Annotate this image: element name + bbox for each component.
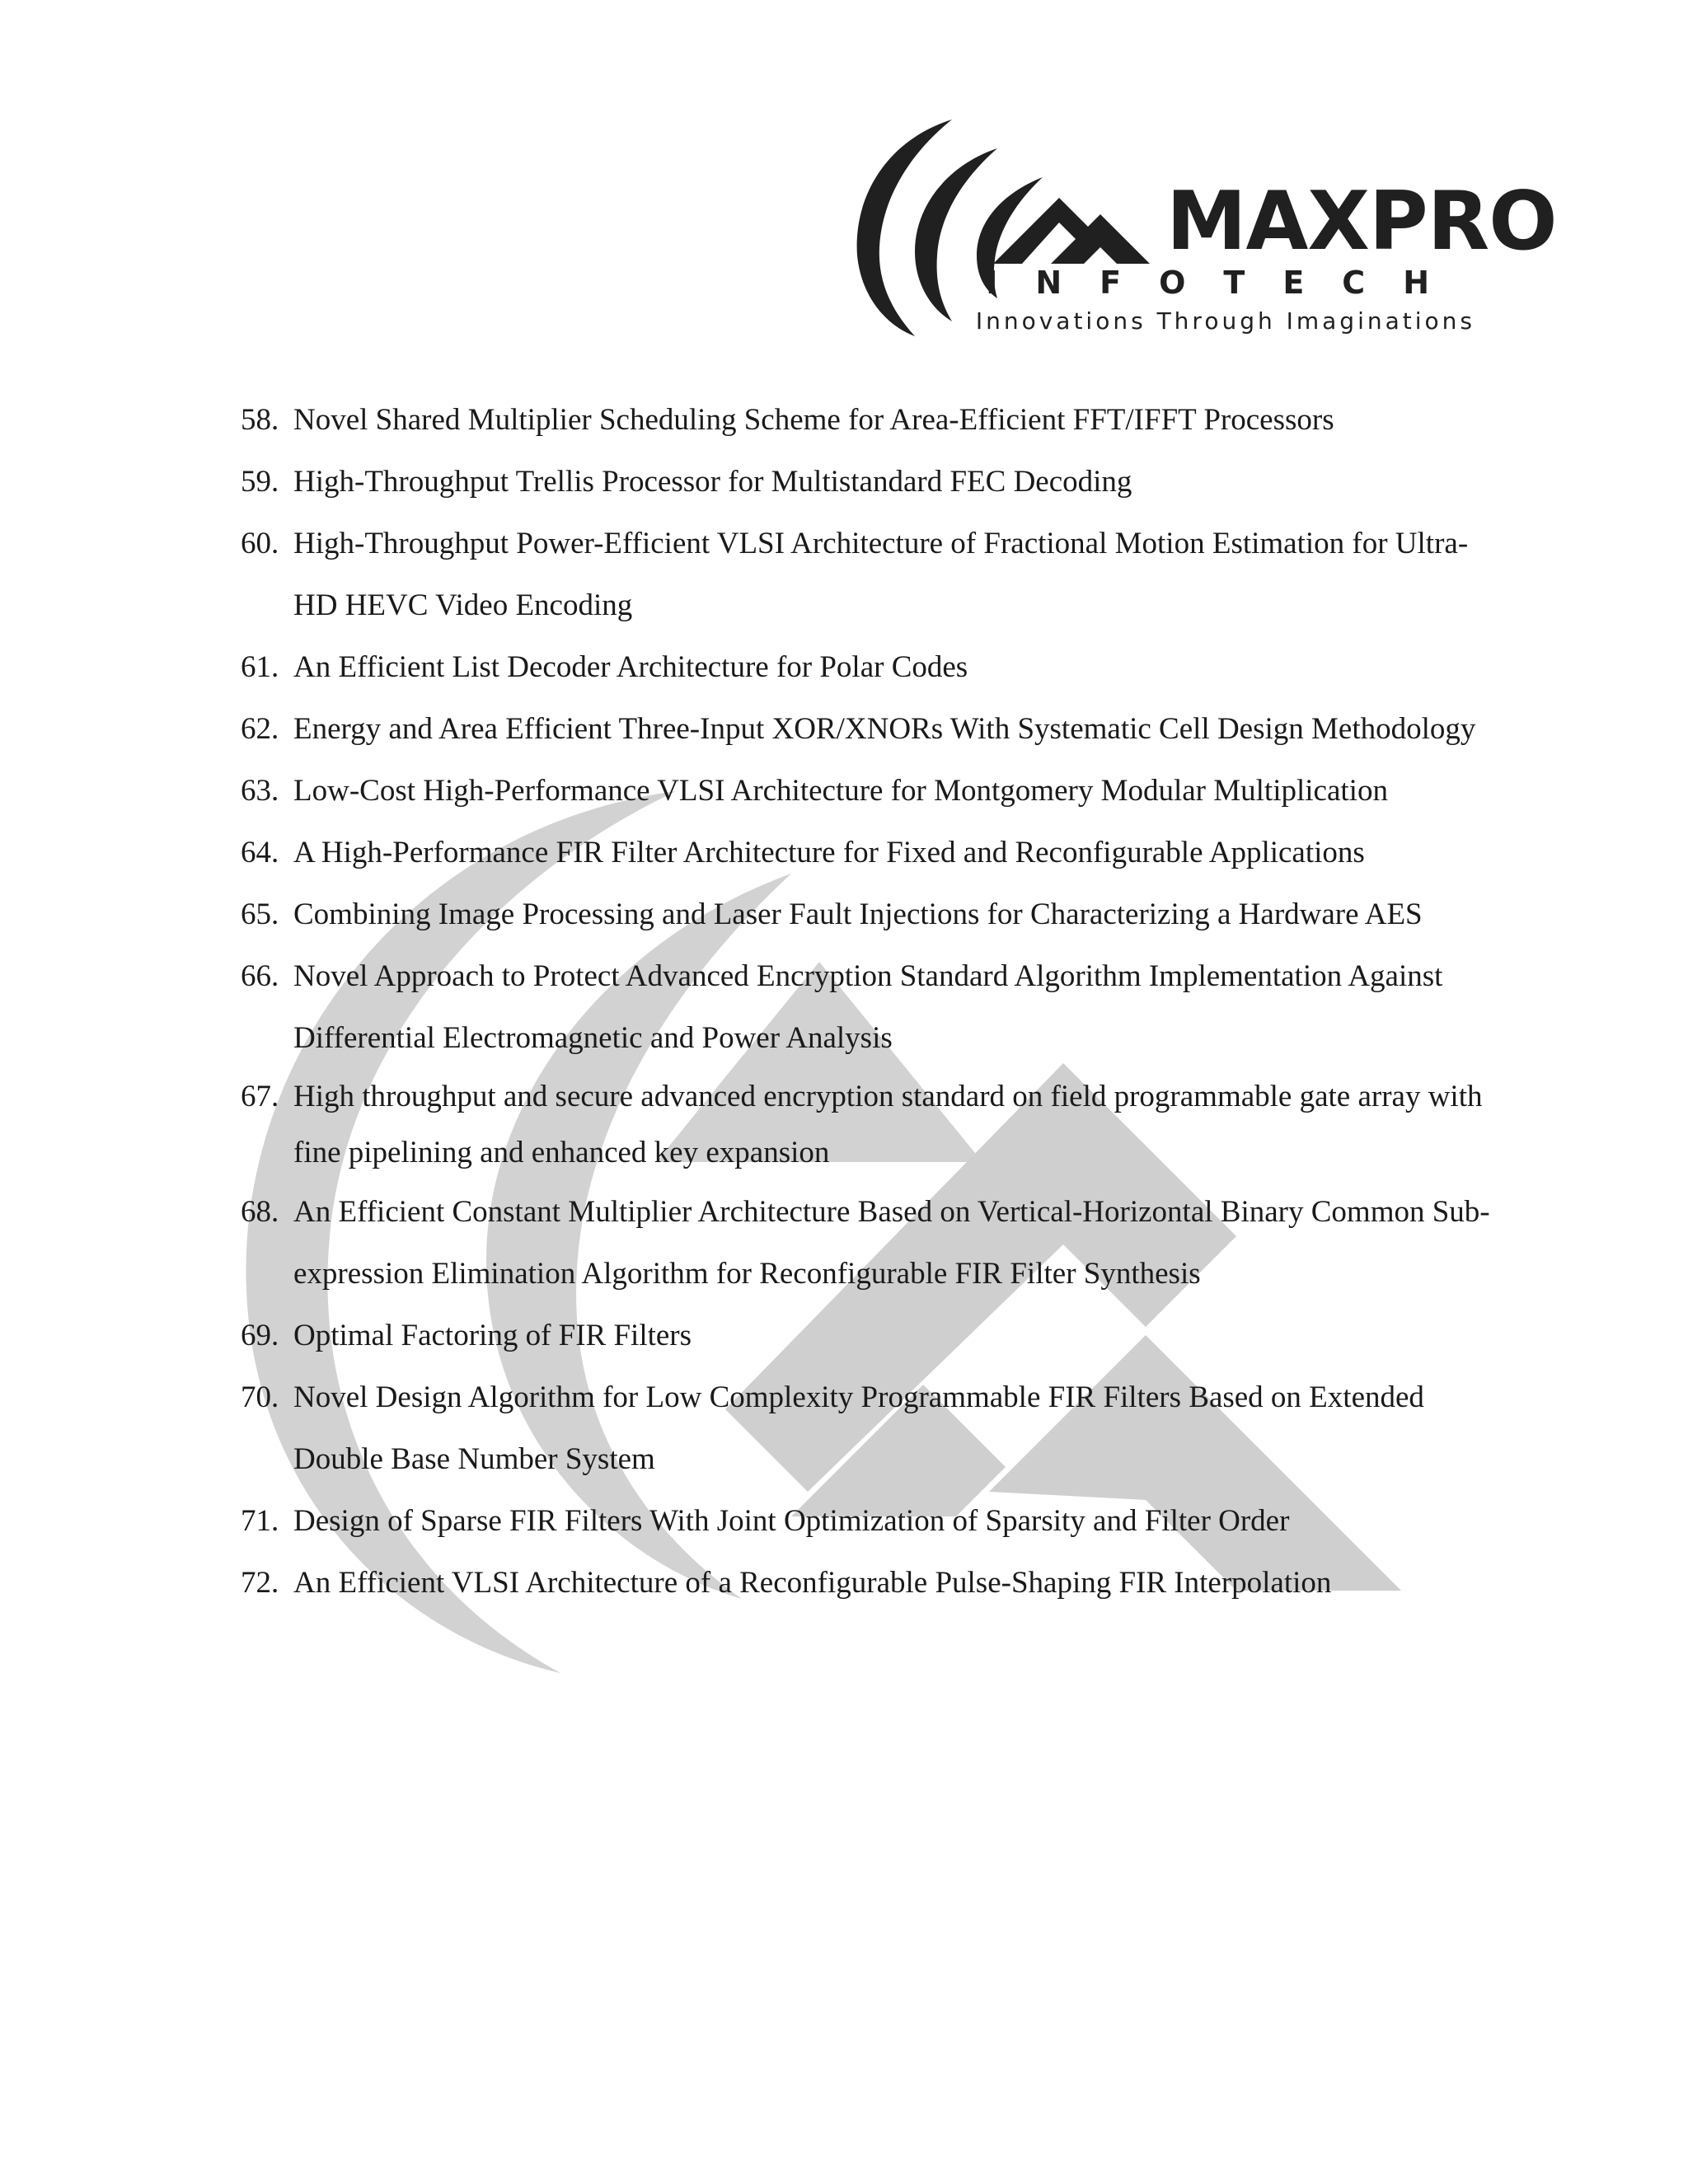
item-number: 69. (241, 1319, 279, 1352)
item-title: Novel Design Algorithm for Low Complexity Programmable FIR Filters Based on Extended Double Base Number System (293, 1380, 1424, 1476)
item-number: 62. (241, 712, 279, 746)
item-title: A High-Performance FIR Filter Architecture for Fixed and Reconfigurable Applications (293, 836, 1365, 869)
list-item (241, 1366, 1493, 1490)
logo-tagline: Innovations Through Imaginations (975, 307, 1475, 335)
list-item (241, 698, 1493, 760)
project-list (241, 389, 1493, 1614)
item-title: High-Throughput Power-Efficient VLSI Architecture of Fractional Motion Estimation for Ultra-HD HEVC Video Encoding (293, 527, 1469, 622)
item-title: High-Throughput Trellis Processor for Multistandard FEC Decoding (293, 465, 1132, 499)
list-item (241, 636, 1493, 698)
item-title: High throughput and secure advanced encryption standard on field programmable gate array with fine pipelining and enhanced key expansion (293, 1080, 1483, 1169)
list-item (241, 513, 1493, 636)
list-item (241, 1552, 1493, 1614)
item-number: 59. (241, 465, 279, 499)
list-item (241, 760, 1493, 822)
item-number: 60. (241, 527, 279, 560)
item-number: 58. (241, 403, 279, 437)
list-item (241, 883, 1493, 945)
item-title: Novel Shared Multiplier Scheduling Scheme for Area-Efficient FFT/IFFT Processors (293, 403, 1334, 437)
item-title: Optimal Factoring of FIR Filters (293, 1319, 692, 1352)
list-item (241, 1181, 1493, 1305)
item-number: 72. (241, 1566, 279, 1600)
item-number: 70. (241, 1380, 279, 1414)
logo-subtitle: INFOTECH (986, 265, 1467, 301)
item-number: 71. (241, 1504, 279, 1538)
list-item (241, 1305, 1493, 1366)
item-number: 67. (241, 1080, 279, 1113)
item-number: 65. (241, 898, 279, 931)
list-item (241, 1069, 1493, 1181)
item-title: An Efficient Constant Multiplier Architecture Based on Vertical-Horizontal Binary Common Sub-expression Elimination Algorithm for Reconfigurable FIR Filter Synthesis (293, 1195, 1490, 1291)
item-title: Energy and Area Efficient Three-Input XOR/XNORs With Systematic Cell Design Methodology (293, 712, 1476, 746)
item-title: Design of Sparse FIR Filters With Joint Optimization of Sparsity and Filter Order (293, 1504, 1290, 1538)
item-title: An Efficient List Decoder Architecture for Polar Codes (293, 650, 968, 684)
item-number: 66. (241, 959, 279, 993)
item-number: 63. (241, 774, 279, 808)
item-number: 61. (241, 650, 279, 684)
item-title: Novel Approach to Protect Advanced Encryption Standard Algorithm Implementation Against Differential Electromagnetic and Power Analysis (293, 959, 1443, 1055)
item-title: Low-Cost High-Performance VLSI Architecture for Montgomery Modular Multiplication (293, 774, 1388, 808)
list-item (241, 451, 1493, 513)
list-item (241, 822, 1493, 883)
list-item (241, 389, 1493, 451)
list-item (241, 1490, 1493, 1552)
list-item (241, 945, 1493, 1069)
logo-wordmark: MAXPRO (1166, 175, 1557, 269)
item-title: Combining Image Processing and Laser Fault Injections for Characterizing a Hardware AES (293, 898, 1423, 931)
item-title: An Efficient VLSI Architecture of a Reconfigurable Pulse-Shaping FIR Interpolation (293, 1566, 1332, 1600)
item-number: 68. (241, 1195, 279, 1229)
item-number: 64. (241, 836, 279, 869)
